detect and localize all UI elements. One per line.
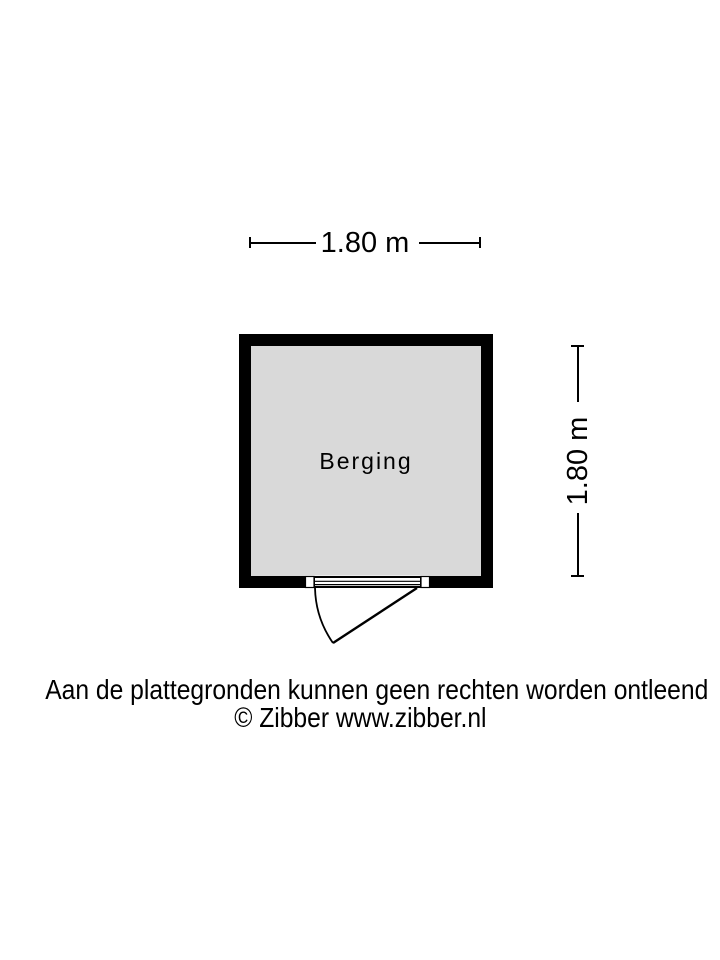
room-label: Berging [319, 448, 413, 474]
room-berging [239, 334, 493, 588]
door-swing-arc [315, 588, 333, 643]
credit-text: © Zibber www.zibber.nl [233, 702, 487, 733]
height-dimension-tick-bottom [571, 575, 584, 577]
width-dimension-label: 1.80 m [320, 227, 410, 259]
door-leaf [333, 588, 417, 643]
footer [0, 676, 720, 732]
height-dimension-label: 1.80 m [562, 416, 594, 506]
disclaimer-text: Aan de plattegronden kunnen geen rechten worden ontleend [45, 674, 709, 705]
